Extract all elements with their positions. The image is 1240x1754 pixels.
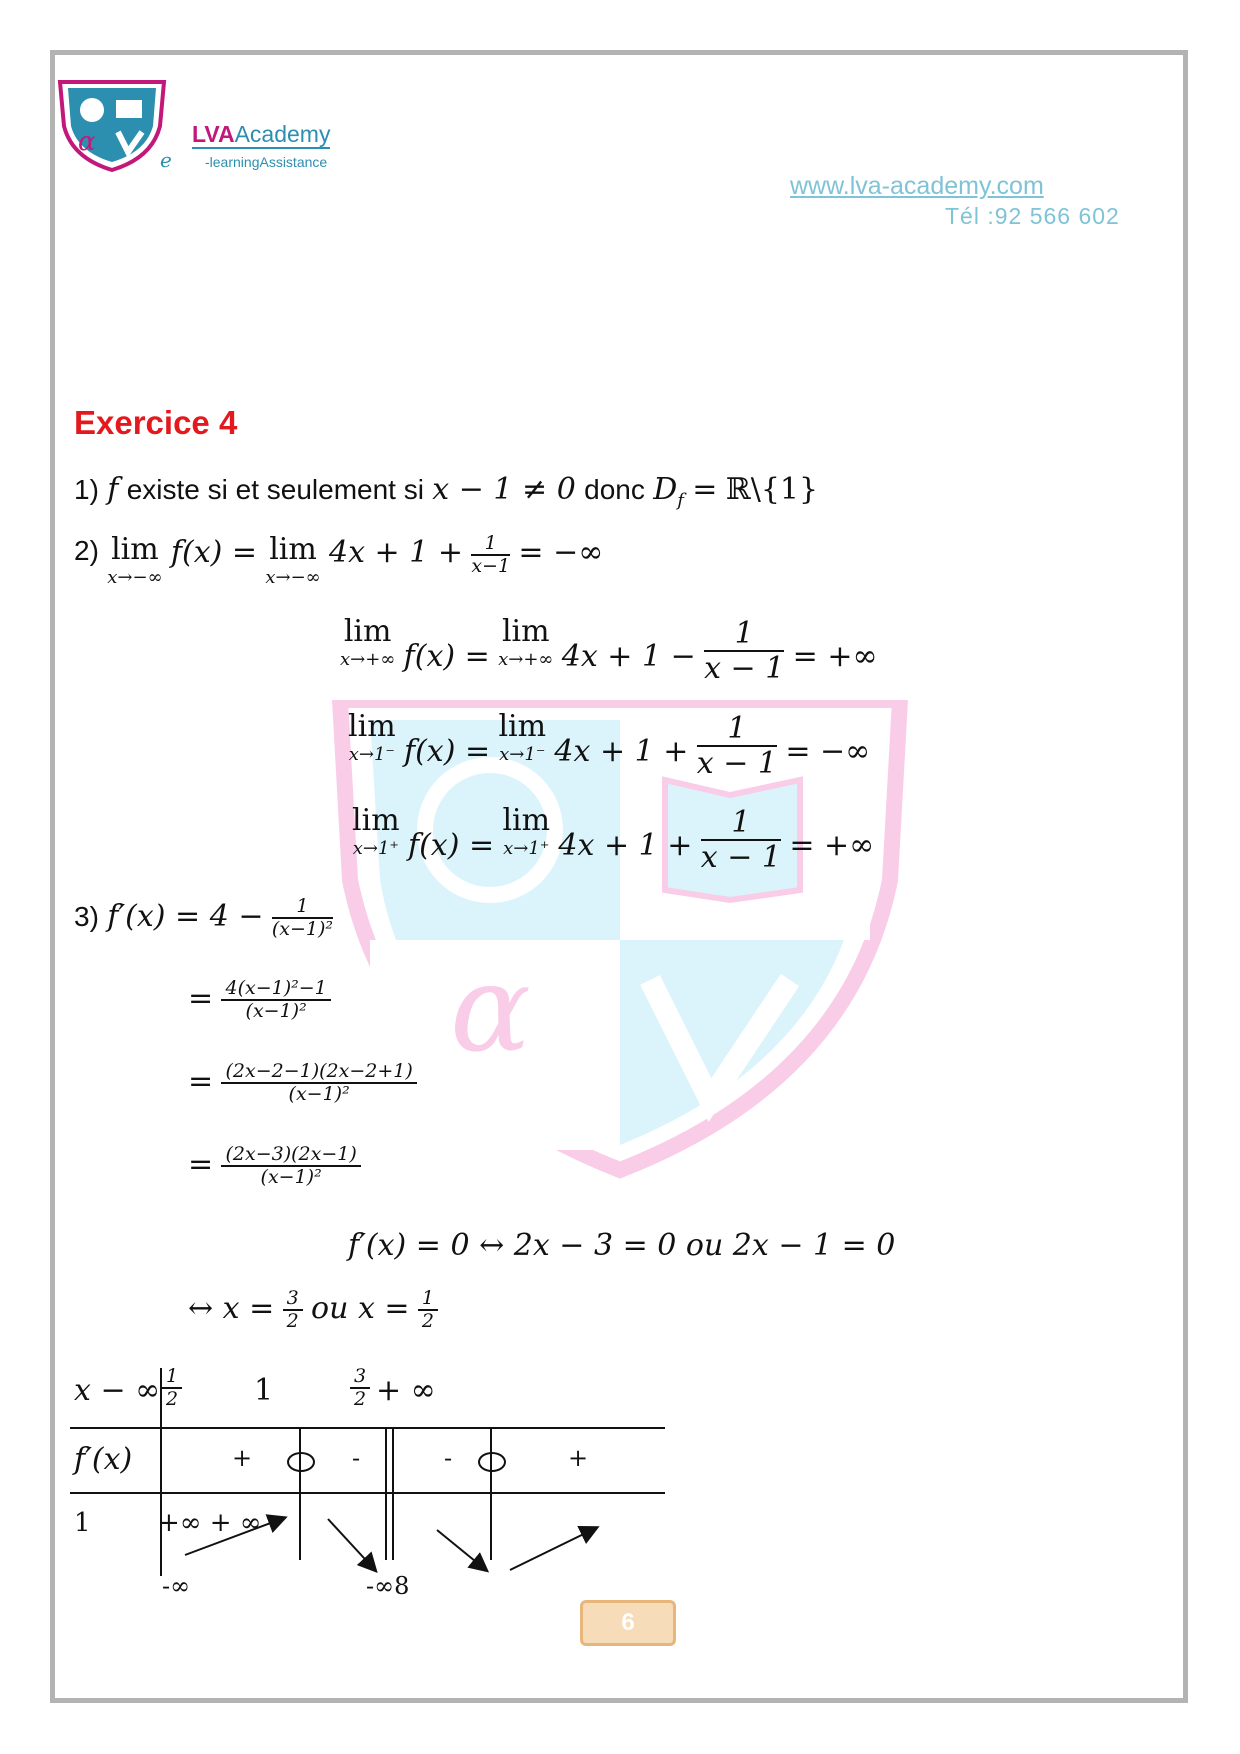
logo-e: e [160, 148, 172, 172]
sign-4: + [568, 1444, 589, 1472]
limit-expr: 4x + 1 + [554, 734, 689, 769]
limit: lim x→1⁻ [348, 709, 396, 765]
arrow-down-1 [328, 1519, 375, 1570]
equals-sign: = [188, 1146, 214, 1182]
fraction: $\frac{3}{2}$ [283, 1288, 303, 1332]
table-one: 1 [254, 1373, 274, 1408]
equals-sign: = [188, 1063, 214, 1099]
q2-number: 2) [74, 535, 99, 566]
q1-number: 1) [74, 474, 99, 505]
q1-condition: x − 1 ≠ 0 [432, 472, 576, 507]
website-link[interactable]: www.lva-academy.com [790, 172, 1044, 200]
arrow-up-2 [510, 1528, 596, 1570]
fraction: $\frac{(2x-2-1)(2x-2+1)}{\text{(x−1)²}}$ [221, 1061, 416, 1105]
fraction: $\frac{1}{x - 1}$ [704, 616, 785, 686]
q1-text1: existe si et seulement si [126, 474, 424, 505]
table-plus-infinity: + ∞ [376, 1373, 436, 1408]
limit-fx: f(x) = [170, 535, 258, 570]
variation-bottom-2: -∞8 [366, 1572, 410, 1600]
table-f-label: 1 [74, 1508, 91, 1538]
sign-3: - [444, 1444, 453, 1472]
limit-result: = −∞ [785, 734, 871, 769]
fraction: $\frac{1}{x - 1}$ [696, 711, 777, 781]
limit-result: = −∞ [518, 535, 604, 570]
fraction: $\frac{1}{x-1}$ [471, 532, 511, 577]
limit: lim x→1⁺ [502, 803, 551, 859]
limit-result: = +∞ [789, 828, 875, 863]
limit: lim x→1⁻ [498, 709, 547, 765]
limit-expr: 4x + 1 − [561, 639, 696, 674]
limit-fx: f(x) = [403, 639, 490, 674]
table-x-label: x − ∞ [74, 1373, 161, 1408]
q1-f: f [107, 472, 119, 507]
sign-2: - [352, 1444, 361, 1472]
fraction: $\frac{\text{4(x−1)²−1}}{\text{(x−1)²}}$ [221, 978, 330, 1022]
table-three-halves: $\frac{3}{2}$ [350, 1366, 370, 1410]
fraction: $\frac{1}{2}$ [418, 1288, 438, 1332]
limit: lim x→+∞ [498, 614, 554, 670]
q3-zero-condition: f′(x) = 0 ↔ 2x − 3 = 0 ou 2x − 1 = 0 [348, 1228, 896, 1263]
page-number-box: 6 [580, 1600, 676, 1646]
sign-1: + [232, 1444, 253, 1472]
equals-sign: = [188, 980, 214, 1016]
limit-fx: f(x) = [407, 828, 495, 863]
limit-expr: 4x + 1 + [329, 535, 463, 570]
sol-text: ↔ x = [188, 1290, 275, 1326]
limit: lim x→1⁺ [352, 803, 400, 859]
arrow-down-2 [437, 1530, 486, 1570]
derivative-lhs: f′(x) = 4 − [107, 898, 264, 934]
q1-set: ℝ\{1} [725, 472, 819, 507]
svg-text:α: α [78, 127, 96, 157]
q1-eq: = [692, 472, 718, 507]
q3-number: 3) [74, 900, 99, 932]
brand-lva: LVA [192, 121, 235, 147]
q1-domain: $D_f$ [653, 472, 684, 511]
fraction: $\frac{(2x-3)(2x-1)}{\text{(x−1)²}}$ [221, 1144, 360, 1188]
limit: lim x→−∞ [107, 532, 163, 588]
svg-text:α: α [450, 940, 532, 1079]
arrow-up-1 [185, 1518, 284, 1555]
table-half: $\frac{1}{2}$ [162, 1366, 182, 1410]
fraction: $\frac{1}{x - 1}$ [700, 805, 781, 875]
limit-result: = +∞ [792, 639, 878, 674]
q1-text2: donc [584, 474, 645, 505]
exercise-title: Exercice 4 [74, 404, 238, 441]
limit: lim x→+∞ [340, 614, 396, 670]
brand-tagline: -learningAssistance [205, 154, 328, 170]
limit: lim x→−∞ [265, 532, 321, 588]
table-fprime-label: f′(x) [74, 1442, 133, 1477]
limit-expr: 4x + 1 + [558, 828, 693, 863]
fraction: $\frac{1}{\text{(x−1)²}}$ [271, 895, 333, 940]
brand-academy: Academy [234, 121, 331, 147]
limit-fx: f(x) = [403, 734, 491, 769]
sol-or: ou x = [311, 1290, 410, 1326]
variation-bottom-1: -∞ [162, 1572, 191, 1600]
variation-top-values: +∞ + ∞ [158, 1508, 262, 1538]
phone-number: Tél :92 566 602 [945, 203, 1120, 229]
